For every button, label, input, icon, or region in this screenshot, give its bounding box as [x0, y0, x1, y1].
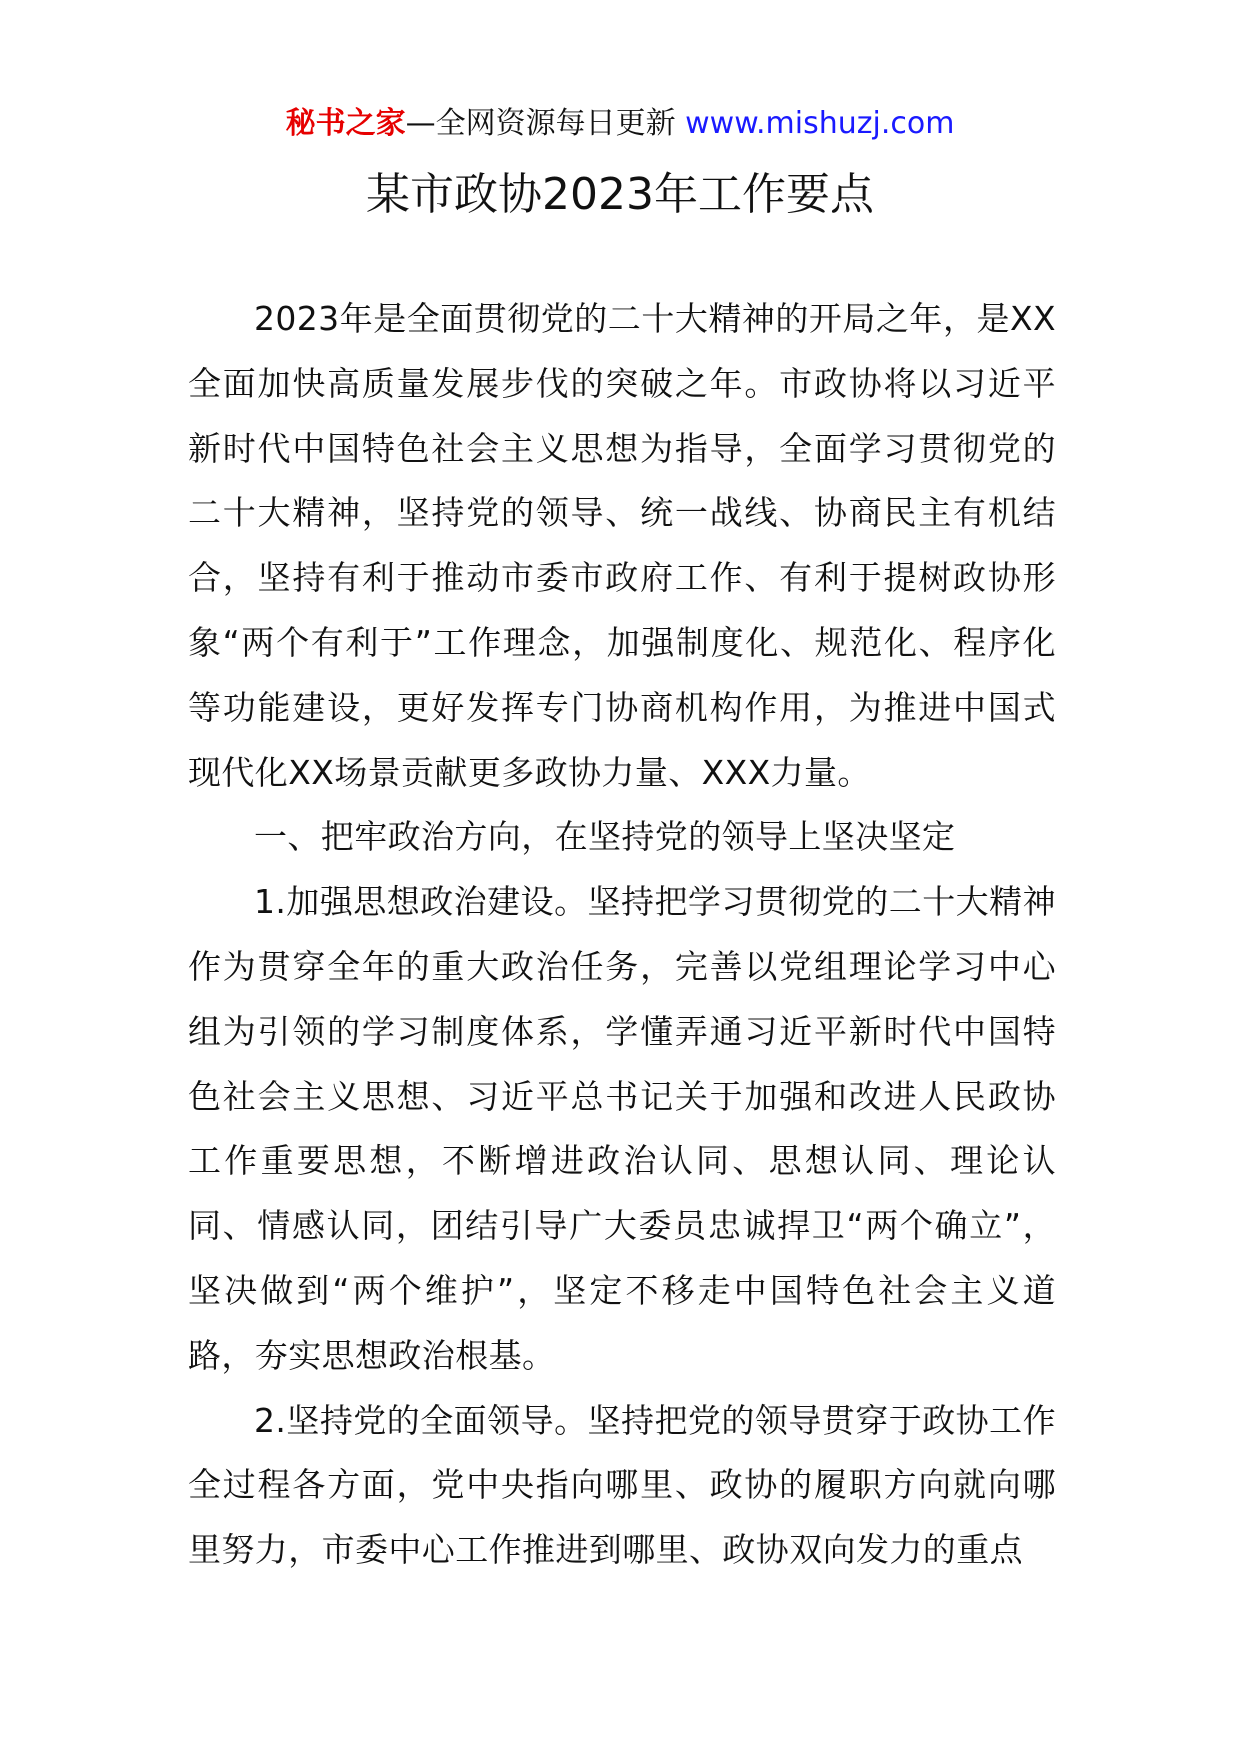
item-paragraph-2: 2.坚持党的全面领导。坚持把党的领导贯穿于政协工作全过程各方面，党中央指向哪里、政协的履职方向就向哪里努力，市委中心工作推进到哪里、政协双向发力的重点	[188, 1400, 1056, 1570]
site-banner	[0, 104, 1240, 144]
site-brand: 秘书之家	[285, 106, 406, 141]
site-slogan: —全网资源每日更新	[405, 106, 676, 141]
intro-paragraph: 2023年是全面贯彻党的二十大精神的开局之年，是XX全面加快高质量发展步伐的突破之年。市政协将以习近平新时代中国特色社会主义思想为指导，全面学习贯彻党的二十大精神，坚持党的领导、统一战线、协商民主有机结合，坚持有利于推动市委市政府工作、有利于提树政协形象“两个有利于”工作理念，加强制度化、规范化、程序化等功能建设，更好发挥专门协商机构作用，为推进中国式现代化XX场景贡献更多政协力量、XXX力量。	[188, 299, 1056, 792]
section-heading-1: 一、把牢政治方向，在坚持党的领导上坚决坚定	[254, 817, 956, 857]
site-url-link[interactable]: www.mishuzj.com	[685, 106, 955, 141]
document-title: 某市政协2023年工作要点	[366, 169, 874, 220]
document-body	[188, 287, 1056, 1583]
item-paragraph-1: 1.加强思想政治建设。坚持把学习贯彻党的二十大精神作为贯穿全年的重大政治任务，完善以党组理论学习中心组为引领的学习制度体系，学懂弄通习近平新时代中国特色社会主义思想、习近平总书记关于加强和改进人民政协工作重要思想，不断增进政治认同、思想认同、理论认同、情感认同，团结引导广大委员忠诚捍卫“两个确立”，坚决做到“两个维护”，坚定不移走中国特色社会主义道路，夯实思想政治根基。	[188, 882, 1056, 1375]
